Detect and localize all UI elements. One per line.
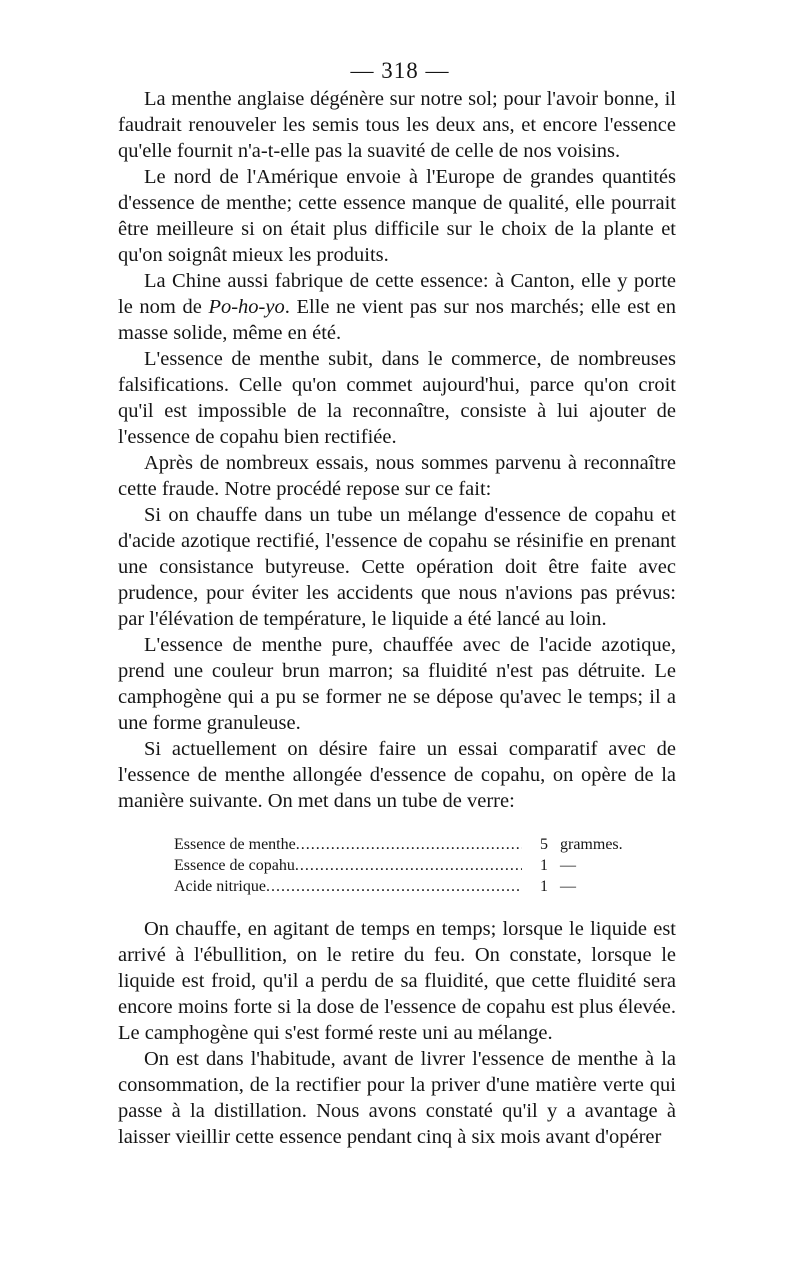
recipe-row [174,855,652,876]
chinese-name-italic: Po-ho-yo [208,296,285,318]
paragraph-8: Si actuellement on désire faire un essai comparatif avec de l'essence de menthe allongée d'essence de copahu, on opère de la manière suivante. On met dans un tube de verre: [118,738,676,812]
paragraph-3 [118,268,676,346]
ingredient-name: Essence de copahu [174,857,295,874]
dot-leader [266,876,522,897]
dot-leader [296,834,522,855]
ingredient-quantity: 1 [540,878,548,895]
ingredient-unit: — [560,857,576,874]
paragraph-10: On est dans l'habitude, avant de livrer l'essence de menthe à la consommation, de la rectifier pour la priver d'une matière verte qui passe à la distillation. Nous avons constaté qu'il y a avantage à laisser vieillir cette essence pendant cinq à six mois avant d'opérer [118,1048,676,1148]
paragraph-4: L'essence de menthe subit, dans le commerce, de nombreuses falsifications. Celle qu'on commet aujourd'hui, parce qu'on croit qu'il est impossible de la reconnaître, consiste à lui ajouter de l'essence de copahu bien rectifiée. [118,348,676,448]
paragraph-3-start: La Chine aussi fabrique de cette essence: à Canton, elle y porte le nom de [118,270,676,318]
paragraph-2: Le nord de l'Amérique envoie à l'Europe de grandes quantités d'essence de menthe; cette essence manque de qualité, elle pourrait être meilleure si on était plus difficile sur le choix de la plante et qu'on soignât mieux les produits. [118,166,676,266]
paragraph-5: Après de nombreux essais, nous sommes parvenu à reconnaître cette fraude. Notre procédé repose sur ce fait: [118,452,676,500]
page-body [118,86,676,1150]
dot-leader [295,855,522,876]
paragraph-6: Si on chauffe dans un tube un mélange d'essence de copahu et d'acide azotique rectifié, l'essence de copahu se résinifie en prenant une consistance butyreuse. Cette opération doit être faite avec prudence, pour éviter les accidents que nous n'avions pas prévus: par l'élévation de température, le liquide a été lancé au loin. [118,504,676,630]
recipe-row [174,834,652,855]
ingredient-unit: — [560,878,576,895]
ingredient-name: Acide nitrique [174,878,266,895]
ingredient-unit: grammes. [560,836,623,853]
page-number: — 318 — [350,58,450,83]
recipe-table [174,834,652,897]
paragraph-3-end: . Elle ne vient pas sur nos marchés; elle est en masse solide, même en été. [118,296,676,344]
paragraph-9: On chauffe, en agitant de temps en temps; lorsque le liquide est arrivé à l'ébullition, on le retire du feu. On constate, lorsque le liquide est froid, qu'il a perdu de sa fluidité, que cette fluidité sera encore moins forte si la dose de l'essence de copahu est plus élevée. Le camphogène qui s'est formé reste uni au mélange. [118,918,676,1044]
ingredient-quantity: 1 [540,857,548,874]
paragraph-7: L'essence de menthe pure, chauffée avec de l'acide azotique, prend une couleur brun marron; sa fluidité n'est pas détruite. Le camphogène qui a pu se former ne se dépose qu'avec le temps; il a une forme granuleuse. [118,634,676,734]
ingredient-quantity: 5 [540,836,548,853]
recipe-row [174,876,652,897]
ingredient-name: Essence de menthe [174,836,296,853]
paragraph-1: La menthe anglaise dégénère sur notre sol; pour l'avoir bonne, il faudrait renouveler les semis tous les deux ans, et encore l'essence qu'elle fournit n'a-t-elle pas la suavité de celle de nos voisins. [118,88,676,162]
